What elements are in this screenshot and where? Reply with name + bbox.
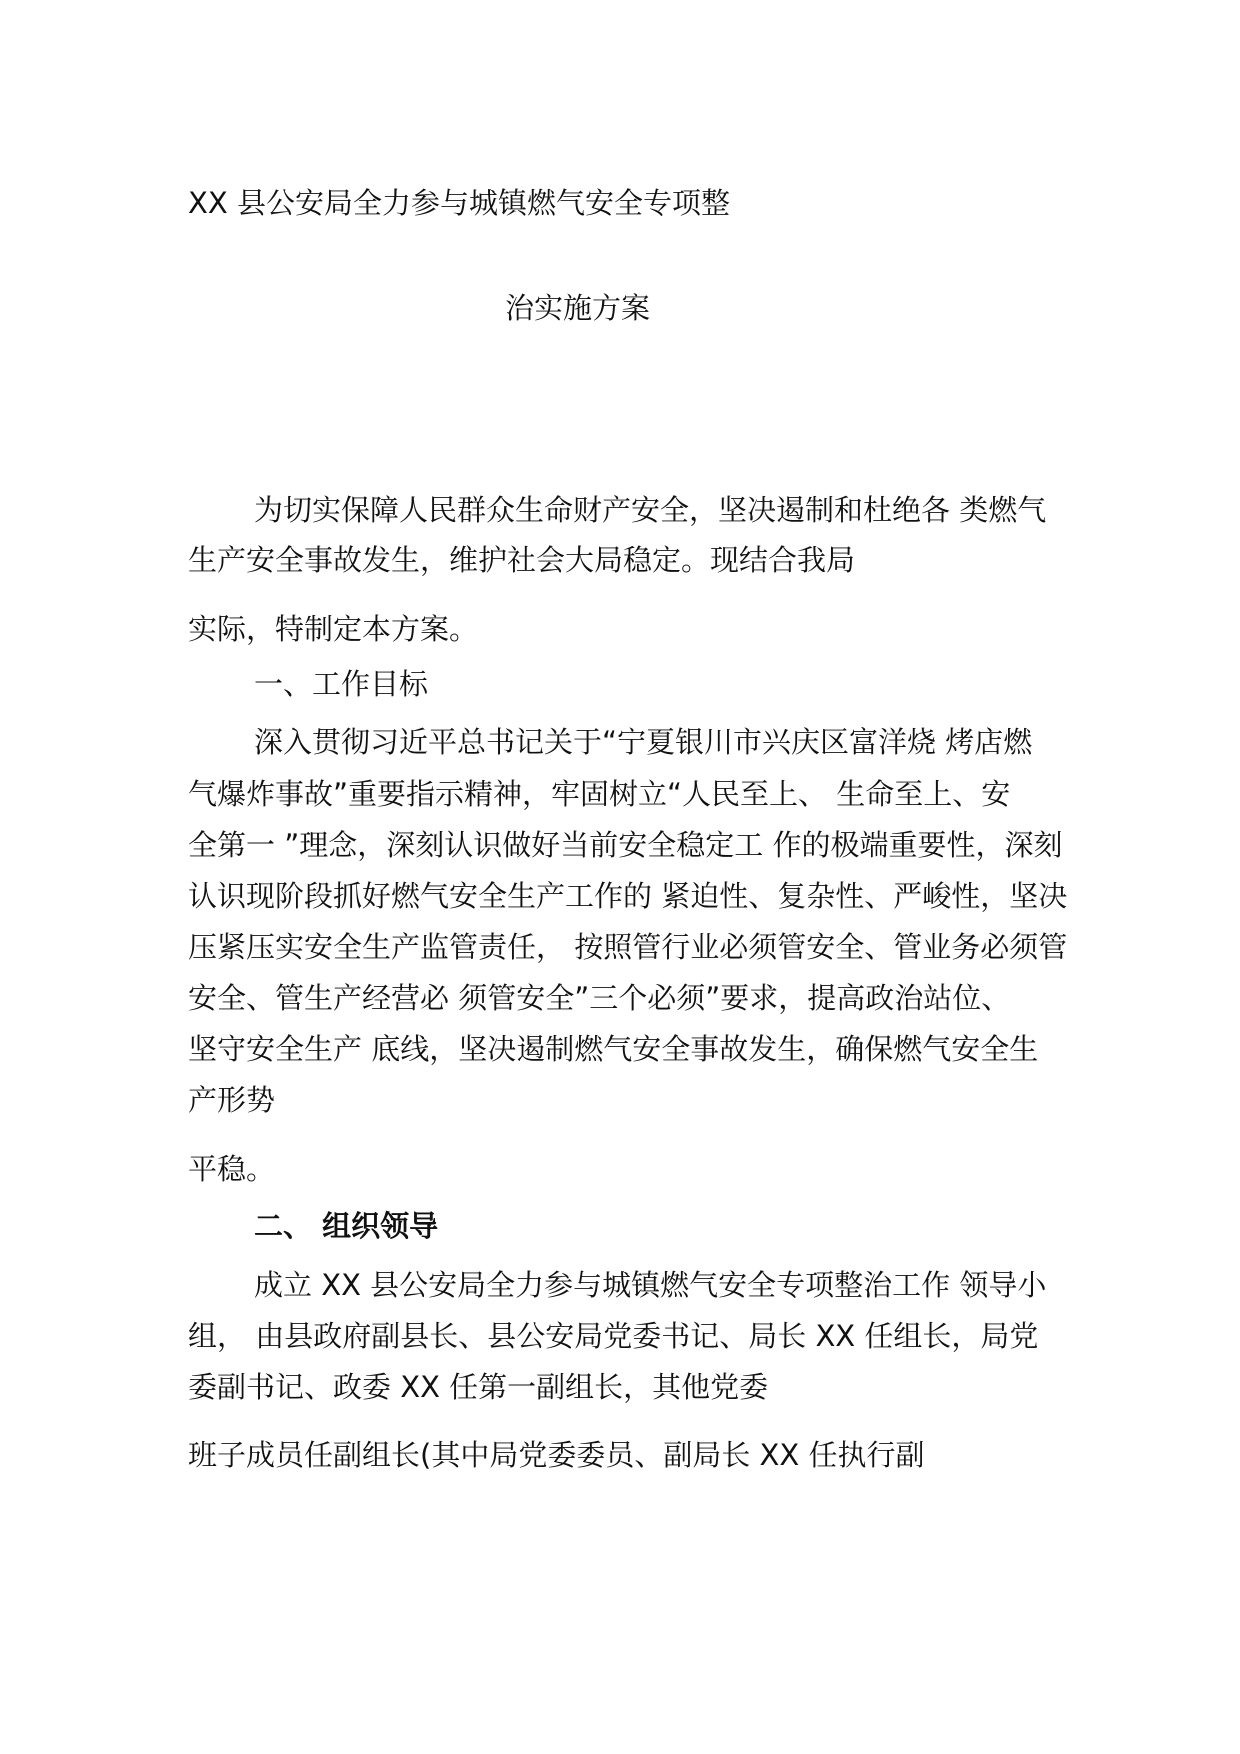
section-heading-2: 二、 组织领导 bbox=[254, 1209, 439, 1243]
paragraph-3-line-3: 委副书记、政委 XX 任第一副组长，其他党委 bbox=[188, 1370, 769, 1404]
paragraph-3-line-4: 班子成员任副组长(其中局党委委员、副局长 XX 任执行副 bbox=[188, 1438, 925, 1472]
paragraph-2-line-3: 全第一 ”理念，深刻认识做好当前安全稳定工 作的极端重要性，深刻 bbox=[188, 828, 1063, 862]
paragraph-2-line-8: 产形势 bbox=[188, 1083, 276, 1117]
paragraph-3-line-1: 成立 XX 县公安局全力参与城镇燃气安全专项整治工作 领导小 bbox=[254, 1268, 1047, 1302]
document-title-line-2: 治实施方案 bbox=[505, 291, 651, 325]
paragraph-2-line-9: 平稳。 bbox=[188, 1152, 276, 1186]
section-heading-1: 一、工作目标 bbox=[254, 667, 429, 701]
document-title-line-1: XX 县公安局全力参与城镇燃气安全专项整 bbox=[188, 186, 730, 220]
paragraph-2-line-4: 认识现阶段抓好燃气安全生产工作的 紧迫性、复杂性、严峻性，坚决 bbox=[188, 879, 1068, 913]
paragraph-1-line-1: 为切实保障人民群众生命财产安全，坚决遏制和杜绝各 类燃气 bbox=[254, 493, 1047, 527]
paragraph-1-line-2: 生产安全事故发生，维护社会大局稳定。现结合我局 bbox=[188, 543, 856, 577]
paragraph-2-line-2: 气爆炸事故”重要指示精神，牢固树立“人民至上、 生命至上、安 bbox=[188, 777, 1011, 811]
paragraph-1-line-3: 实际，特制定本方案。 bbox=[188, 612, 479, 646]
paragraph-3-line-2: 组， 由县政府副县长、县公安局党委书记、局长 XX 任组长，局党 bbox=[188, 1319, 1039, 1353]
paragraph-2-line-5: 压紧压实安全生产监管责任， 按照管行业必须管安全、管业务必须管 bbox=[188, 930, 1068, 964]
paragraph-2-line-1: 深入贯彻习近平总书记关于“宁夏银川市兴庆区富洋烧 烤店燃 bbox=[254, 725, 1033, 759]
paragraph-2-line-6: 安全、管生产经营必 须管安全”三个必须”要求，提高政治站位、 bbox=[188, 981, 1011, 1015]
paragraph-2-line-7: 坚守安全生产 底线，坚决遏制燃气安全事故发生，确保燃气安全生 bbox=[188, 1032, 1039, 1066]
